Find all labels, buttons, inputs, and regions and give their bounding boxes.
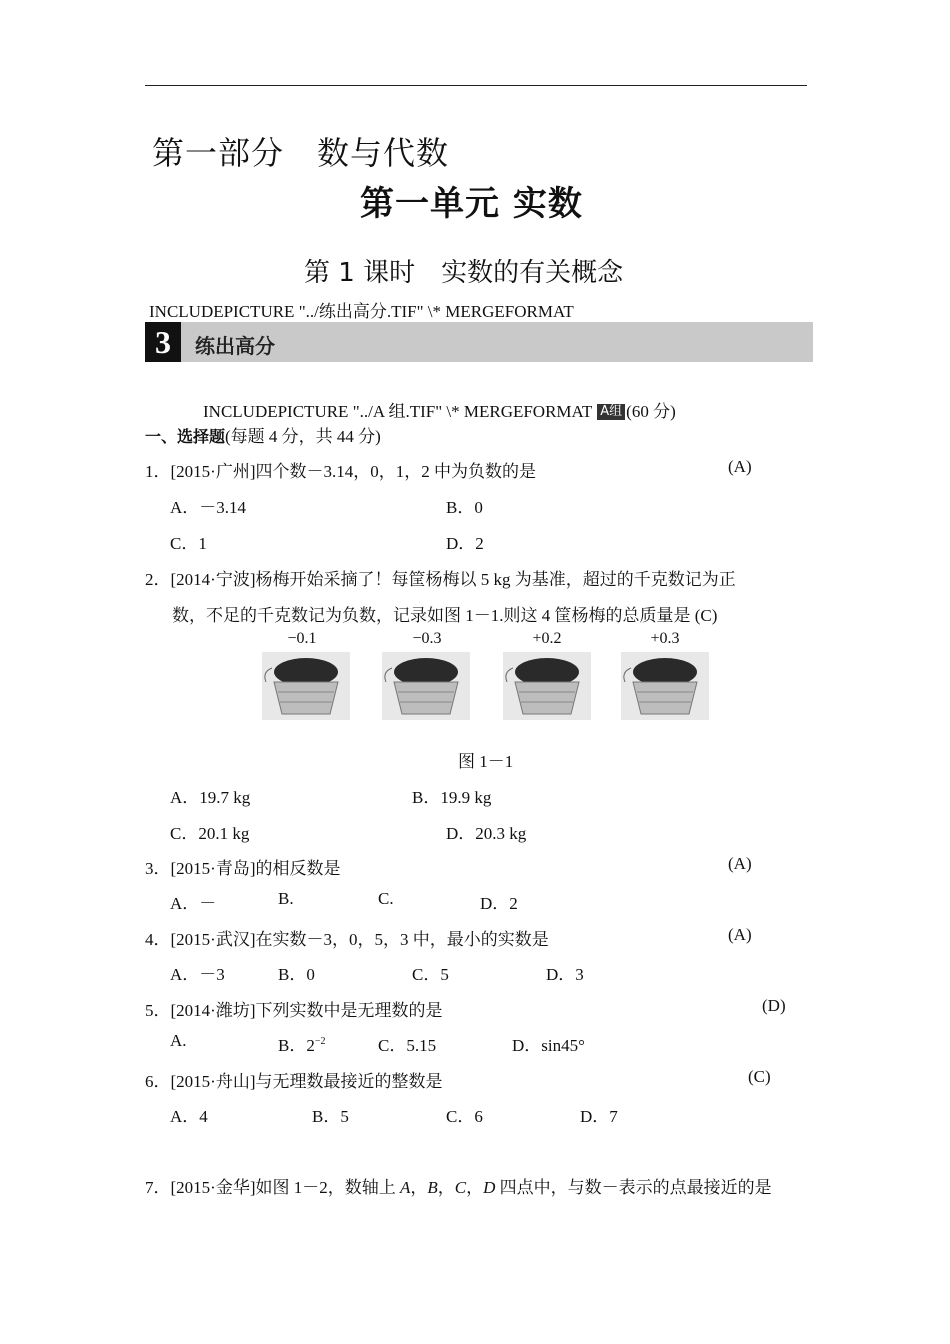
basket-image-2	[382, 652, 470, 720]
q3-option-a: A．－	[170, 894, 217, 913]
unit-title: 第一单元 实数	[360, 184, 583, 224]
q5-option-b-text: B．2	[278, 1036, 315, 1055]
basket-image-3	[503, 652, 591, 720]
figure-caption-1-1: 图 1－1	[458, 752, 514, 771]
q4-answer: (A)	[728, 925, 752, 944]
q1-option-a: A．－3.14	[170, 498, 247, 517]
q7-point-b: B	[427, 1178, 438, 1197]
q4-option-b: B．0	[278, 965, 315, 984]
q7-stem-b: 四点中，与数－表示的点最接近的是	[495, 1178, 772, 1197]
q6-option-d: D．7	[580, 1107, 618, 1126]
basket-image-1	[262, 652, 350, 720]
basket-label-2: −0.3	[412, 630, 442, 647]
q1-option-c: C．1	[170, 534, 207, 553]
group-score: (60 分)	[626, 402, 676, 421]
q5-option-b	[278, 1031, 325, 1056]
q2-option-d: D．20.3 kg	[446, 824, 527, 843]
basket-label-3: +0.2	[532, 630, 562, 647]
q7-point-c: C	[454, 1178, 467, 1197]
field-code-2: INCLUDEPICTURE "../A 组.TIF" \* MERGEFORMAT	[203, 402, 593, 421]
q6-option-c: C．6	[446, 1107, 483, 1126]
q2-stem-cont: 数，不足的千克数记为负数，记录如图 1－1.则这 4 筐杨梅的总质量是 (C)	[172, 606, 718, 625]
q6-option-b: B．5	[312, 1107, 349, 1126]
section-banner	[145, 322, 813, 362]
basket-image-4	[621, 652, 709, 720]
basket-label-1: −0.1	[287, 630, 317, 647]
q1-option-d: D．2	[446, 534, 484, 553]
q1-option-b: B．0	[446, 498, 483, 517]
q3-option-b: B.	[278, 889, 294, 908]
q6-option-a: A．4	[170, 1107, 208, 1126]
part-title: 第一部分 数与代数	[152, 134, 450, 172]
q3-stem: 3．[2015·青岛]的相反数是	[145, 859, 341, 878]
q5-answer: (D)	[762, 996, 786, 1015]
section1-note: (每题 4 分，共 44 分)	[225, 427, 381, 446]
q3-answer: (A)	[728, 854, 752, 873]
banner-number: 3	[145, 322, 181, 362]
q5-option-a: A.	[170, 1031, 187, 1050]
q1-stem: 1．[2015·广州]四个数－3.14，0，1，2 中为负数的是	[145, 462, 536, 481]
q1-answer: (A)	[728, 457, 752, 476]
q2-option-a: A．19.7 kg	[170, 788, 251, 807]
q7-stem: 7．[2015·金华]如图 1－2，数轴上 A，B，C，D 四点中，与数－表示的点最接近的是	[145, 1178, 772, 1197]
banner-label: 练出高分	[195, 334, 275, 358]
section1-heading	[145, 422, 381, 447]
top-rule	[145, 85, 807, 86]
basket-label-4: +0.3	[650, 630, 680, 647]
section1-title: 一、选择题	[145, 427, 226, 446]
q5-option-c: C．5.15	[378, 1036, 437, 1055]
q3-option-c: C.	[378, 889, 394, 908]
q7-point-a: A	[399, 1178, 411, 1197]
q3-option-d: D．2	[480, 894, 518, 913]
group-line	[203, 397, 676, 422]
field-code-1: INCLUDEPICTURE "../练出高分.TIF" \* MERGEFORMAT	[149, 302, 574, 321]
q4-option-a: A．－3	[170, 965, 225, 984]
q5-stem: 5．[2014·潍坊]下列实数中是无理数的是	[145, 1001, 443, 1020]
lesson-title: 第 1 课时 实数的有关概念	[304, 258, 624, 288]
q7-point-d: D	[483, 1178, 496, 1197]
q2-stem: 2．[2014·宁波]杨梅开始采摘了！每筐杨梅以 5 kg 为基准，超过的千克数记为正	[145, 570, 736, 589]
q2-option-b: B．19.9 kg	[412, 788, 492, 807]
q6-answer: (C)	[748, 1067, 771, 1086]
q4-option-c: C．5	[412, 965, 449, 984]
q7-stem-a: 7．[2015·金华]如图 1－2，数轴上	[145, 1178, 400, 1197]
q2-option-c: C．20.1 kg	[170, 824, 250, 843]
q6-stem: 6．[2015·舟山]与无理数最接近的整数是	[145, 1072, 443, 1091]
group-badge: A组	[597, 404, 625, 420]
q5-option-b-exponent: −2	[314, 1036, 326, 1047]
q4-option-d: D．3	[546, 965, 584, 984]
q5-option-d: D．sin45°	[512, 1036, 585, 1055]
q4-stem: 4．[2015·武汉]在实数－3，0，5，3 中，最小的实数是	[145, 930, 549, 949]
